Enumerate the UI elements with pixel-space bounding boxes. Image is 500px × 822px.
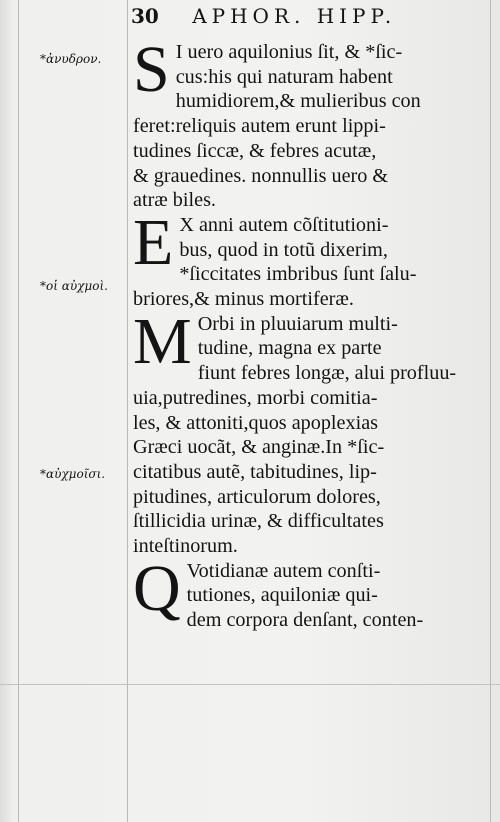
drop-cap: S (133, 33, 170, 106)
text-line: cus:his qui naturam habent (175, 65, 393, 88)
paragraph (133, 205, 487, 312)
text-line: pitudines, articulorum dolores, (133, 485, 381, 508)
running-header (131, 4, 491, 34)
text-line: Græci uocãt, & anginæ.In *ſic- (133, 436, 385, 459)
drop-cap: M (133, 304, 192, 378)
running-title: APHOR. HIPP. (192, 4, 397, 28)
text-line: uia,putredines, morbi comitia- (133, 386, 378, 409)
page-number: 30 (131, 4, 159, 28)
paragraph (133, 304, 487, 559)
text-line: *ſiccitates imbribus ſunt ſalu- (179, 263, 417, 286)
page-rule-right (490, 0, 491, 822)
text-line: Votidianæ autem conſti- (186, 559, 381, 582)
page-rule-bottom (0, 684, 500, 685)
text-line: atræ biles. (133, 189, 216, 212)
aphorism-text (133, 33, 487, 633)
drop-cap: Q (133, 551, 181, 625)
text-line: citatibus autẽ, tabitudines, lip- (133, 460, 377, 483)
text-line: feret:reliquis autem erunt lippi- (133, 115, 386, 138)
text-line: tudine, magna ex parte (197, 337, 382, 360)
text-line: fiunt febres longæ, alui profluu- (197, 362, 457, 385)
paragraph (133, 551, 487, 633)
paragraph (133, 33, 487, 213)
text-line: briores,& minus mortiferæ. (133, 288, 354, 311)
page-rule-left (18, 0, 19, 822)
text-line: tudines ſiccæ, & febres acutæ, (133, 139, 377, 162)
text-line: humidiorem,& mulieribus con (175, 90, 421, 113)
margin-note: *αὐχμοῖσι. (40, 467, 106, 481)
text-line: dem corpora denſant, conten- (186, 609, 424, 632)
text-line: inteſtinorum. (133, 535, 238, 558)
drop-cap: E (133, 205, 174, 279)
margin-note: *οἱ αὐχμοὶ. (40, 279, 108, 293)
margin-note: *ἀνυδρον. (40, 52, 102, 66)
page-rule-margin (127, 0, 128, 822)
text-line: Orbi in pluuiarum multi- (197, 312, 398, 335)
text-line: les, & attoniti,quos apoplexias (133, 411, 379, 434)
text-line: ſtillicidia urinæ, & difficultates (133, 510, 384, 533)
text-line: & grauedines. nonnullis uero & (133, 164, 389, 187)
text-line: bus, quod in totũ dixerim, (179, 238, 388, 261)
text-line: tutiones, aquiloniæ qui- (186, 584, 378, 607)
text-line: X anni autem cõſtitutioni- (179, 213, 389, 236)
text-line: I uero aquilonius ſit, & *ſic- (175, 41, 403, 63)
